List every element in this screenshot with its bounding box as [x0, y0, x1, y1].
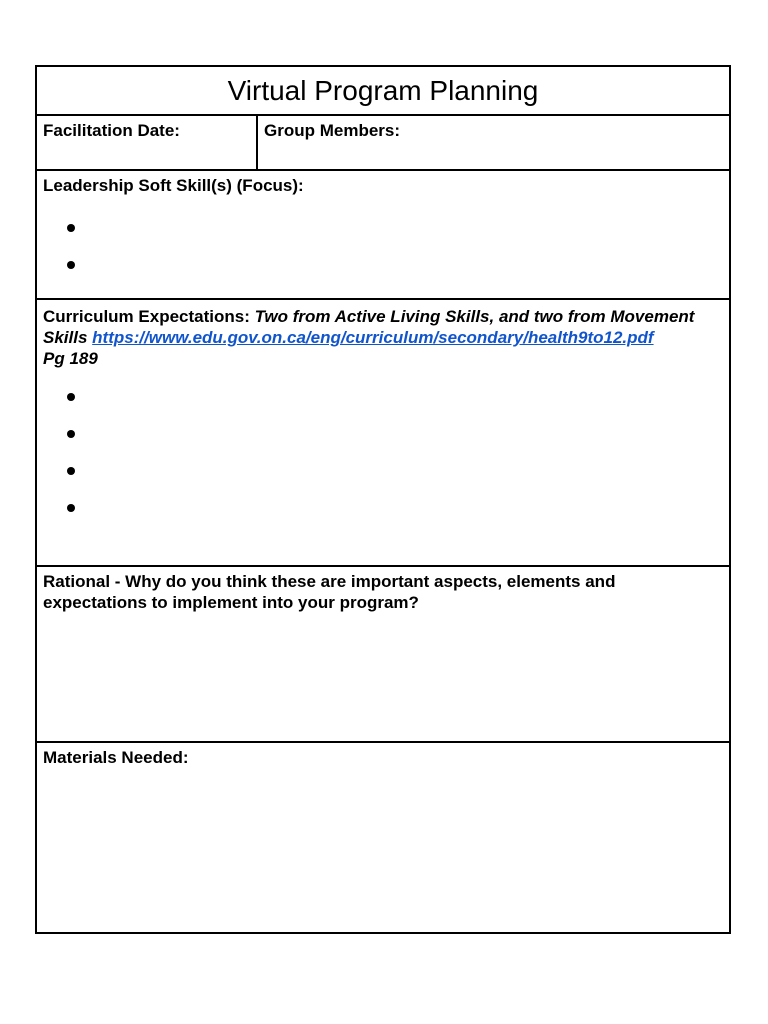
group-members-label: Group Members:	[264, 121, 401, 140]
curriculum-label: Curriculum Expectations:	[43, 307, 250, 326]
facilitation-date-label: Facilitation Date:	[43, 121, 180, 140]
curriculum-italic-line1: Two from Active Living Skills, and two from Movement	[254, 307, 695, 326]
group-members-cell[interactable]	[258, 114, 729, 169]
materials-section[interactable]	[37, 741, 729, 934]
curriculum-italic-line2: Skills	[43, 328, 88, 347]
info-row	[37, 114, 729, 171]
curriculum-page-ref: Pg 189	[43, 349, 98, 368]
leadership-skills-section[interactable]	[37, 169, 729, 300]
planning-form	[35, 65, 731, 934]
facilitation-date-cell[interactable]	[37, 114, 258, 169]
curriculum-link[interactable]: https://www.edu.gov.on.ca/eng/curriculum/secondary/health9to12.pdf	[92, 328, 654, 347]
curriculum-section[interactable]	[37, 298, 729, 567]
curriculum-description	[37, 298, 729, 369]
title-row	[37, 67, 729, 116]
rational-section[interactable]	[37, 565, 729, 743]
rational-label: Rational - Why do you think these are important aspects, elements and expectations to implement into your program?	[43, 572, 616, 612]
leadership-skills-label: Leadership Soft Skill(s) (Focus):	[43, 176, 304, 195]
materials-label: Materials Needed:	[43, 748, 189, 767]
page-title: Virtual Program Planning	[227, 74, 539, 106]
